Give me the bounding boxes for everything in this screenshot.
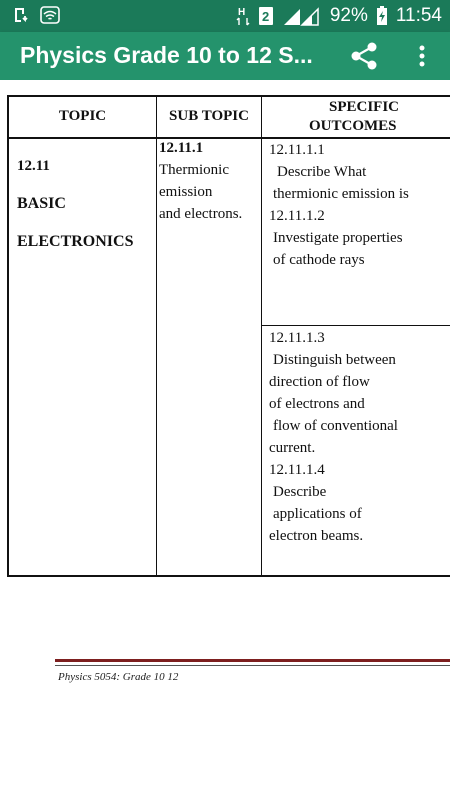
topic-title-line1: BASIC [17,195,66,212]
more-vert-icon [410,40,434,72]
clock: 11:54 [395,5,442,26]
sub-topic-line-2: emission [159,184,213,200]
sub-topic-line-3: and electrons. [159,206,243,222]
status-right-icons [236,0,442,32]
svg-text:2: 2 [261,9,270,24]
footer-rule-thin [55,665,450,666]
outcome-line: of cathode rays [273,252,365,268]
app-bar [0,32,450,80]
outcome-line: 12.11.1.4 [269,462,325,478]
status-bar [0,0,450,32]
outcome-line: current. [269,440,316,456]
svg-text:H: H [237,7,246,18]
outcome-line: 12.11.1.2 [269,208,325,224]
network-type-icon [236,5,250,27]
header-specific-outcomes-line1: SPECIFIC [328,99,399,115]
outcome-line: of electrons and [269,396,365,412]
more-options-button[interactable] [410,40,434,72]
header-specific-outcomes [261,98,450,136]
page-footer: Physics 5054: Grade 10 12 [58,671,179,683]
share-button[interactable] [348,40,380,72]
outcome-line: applications of [273,506,362,522]
sim-slot-icon [258,6,274,26]
header-divider [9,137,450,139]
document-page[interactable] [0,80,450,800]
app-title: Physics Grade 10 to 12 S... [20,42,313,68]
share-icon [348,40,380,72]
outcome-line: electron beams. [269,528,364,544]
header-specific-outcomes-line2: OUTCOMES [309,118,397,134]
outcome-line: 12.11.1.1 [269,142,325,158]
outcome-line: Describe [273,484,327,500]
sub-topic-line-1: Thermionic [159,162,229,178]
outcome-line: flow of conventional [273,418,398,434]
outcome-line: Investigate properties [273,230,403,246]
outcomes-row-divider [261,325,450,326]
outcome-line: Describe What [277,164,367,180]
sub-topic-number: 12.11.1 [159,140,204,156]
header-sub-topic: SUB TOPIC [169,108,249,124]
status-left-icons [12,6,60,24]
column-divider-2 [261,97,262,577]
outcome-line: Distinguish between [273,352,396,368]
outcome-line: 12.11.1.3 [269,330,325,346]
syllabus-table [7,95,450,577]
header-topic: TOPIC [58,108,107,124]
signal-icon [282,6,322,26]
topic-number: 12.11 [17,158,50,174]
column-divider-1 [156,97,157,577]
download-notification-icon [12,6,30,24]
battery-percent: 92% [329,5,368,26]
outcome-line: thermionic emission is [273,186,409,202]
outcome-line: direction of flow [269,374,370,390]
topic-title-line2: ELECTRONICS [17,233,134,250]
wifi-icon [40,6,60,24]
footer-rule [55,659,450,662]
battery-charging-icon [376,6,388,26]
